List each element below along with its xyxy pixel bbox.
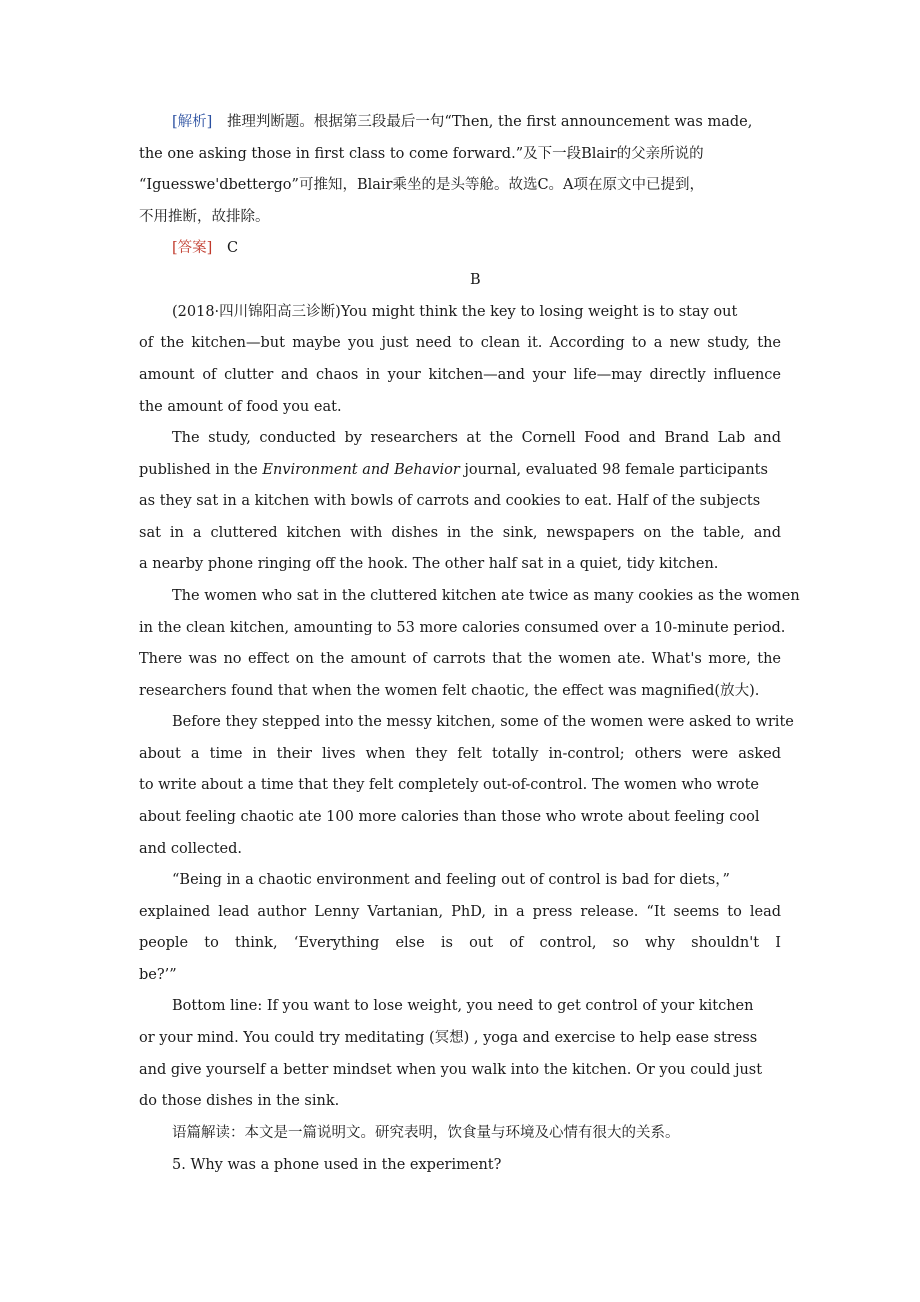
p3-line-4: researchers found that when the women felt chaotic, the effect was magnified(放大). — [139, 683, 760, 699]
p4-line-5: and collected. — [139, 841, 243, 857]
p3-line-1: The women who sat in the cluttered kitchen ate twice as many cookies as the women — [172, 588, 800, 604]
p1-line-4: the amount of food you eat. — [139, 399, 342, 415]
p3-line-3: There was no effect on the amount of carrots that the women ate. What's more, the — [139, 651, 781, 667]
p2-line-4: sat in a cluttered kitchen with dishes in the sink, newspapers on the table, and — [139, 525, 781, 541]
p6-line-2: or your mind. You could try meditating (冥想) , yoga and exercise to help ease stress — [139, 1030, 758, 1046]
p1-line-1: (2018·四川锦阳高三诊断)You might think the key to losing weight is to stay out — [172, 304, 738, 320]
journal-title: Environment and Behavior — [262, 462, 460, 478]
p4-line-4: about feeling chaotic ate 100 more calories than those who wrote about feeling cool — [139, 809, 760, 825]
answer-value: C — [226, 240, 239, 256]
question-5: 5. Why was a phone used in the experiment? — [172, 1157, 502, 1173]
p5-line-4: be?’” — [139, 967, 177, 983]
section-label: B — [470, 272, 481, 288]
p4-line-2: about a time in their lives when they felt totally in-control; others were asked — [139, 746, 781, 762]
p1-line-3: amount of clutter and chaos in your kitchen—and your life—may directly influence — [139, 367, 781, 383]
analysis-tag: [解析] — [172, 114, 213, 130]
p6-line-4: do those dishes in the sink. — [139, 1093, 340, 1109]
p5-line-3: people to think, ‘Everything else is out of control, so why shouldn't I — [139, 935, 781, 951]
summary: 语篇解读：本文是一篇说明文。研究表明，饮食量与环境及心情有很大的关系。 — [172, 1125, 680, 1141]
p2-line-1: The study, conducted by researchers at the Cornell Food and Brand Lab and — [172, 430, 781, 446]
p1-line-2: of the kitchen—but maybe you just need to clean it. According to a new study, the — [139, 335, 781, 351]
answer-tag: [答案] — [172, 240, 213, 256]
p2-line-2: published in the Environment and Behavior journal, evaluated 98 female participants — [139, 462, 768, 478]
p2-line-3: as they sat in a kitchen with bowls of carrots and cookies to eat. Half of the subjects — [139, 493, 761, 509]
analysis-line-2: the one asking those in first class to come forward.”及下一段Blair的父亲所说的 — [139, 146, 704, 162]
analysis-line-1: [解析] 推理判断题。根据第三段最后一句“Then, the first announcement was made, — [172, 114, 753, 130]
answer-line — [172, 238, 238, 258]
p2-line-5: a nearby phone ringing off the hook. The other half sat in a quiet, tidy kitchen. — [139, 556, 719, 572]
p6-line-1: Bottom line: If you want to lose weight, you need to get control of your kitchen — [172, 998, 754, 1014]
p3-line-2: in the clean kitchen, amounting to 53 more calories consumed over a 10-minute period. — [139, 620, 786, 636]
p4-line-3: to write about a time that they felt completely out-of-control. The women who wrote — [139, 777, 760, 793]
analysis-line-4: 不用推断，故排除。 — [139, 209, 270, 225]
p5-line-2: explained lead author Lenny Vartanian, PhD, in a press release. “It seems to lead — [139, 904, 781, 920]
p4-line-1: Before they stepped into the messy kitchen, some of the women were asked to write — [172, 714, 794, 730]
p5-line-1: “Being in a chaotic environment and feeling out of control is bad for diets，” — [172, 872, 730, 888]
analysis-line-3: “Iguesswe'dbettergo”可推知，Blair乘坐的是头等舱。故选C。A项在原文中已提到， — [139, 177, 705, 193]
p6-line-3: and give yourself a better mindset when you walk into the kitchen. Or you could just — [139, 1062, 763, 1078]
